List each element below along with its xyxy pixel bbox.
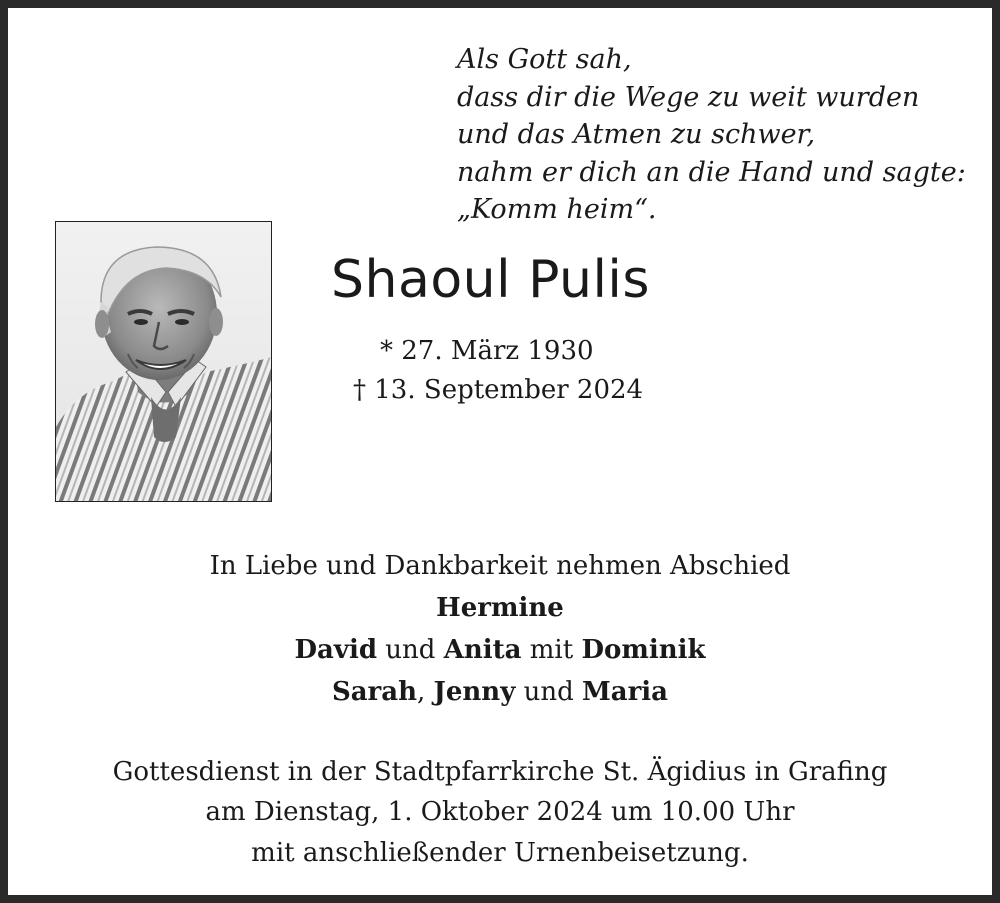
portrait-photo [55,221,272,502]
birth-date: * 27. März 1930 [380,336,594,366]
service-line: Gottesdienst in der Stadtpfarrkirche St. Ägidius in Grafing [112,757,888,787]
poem-line: „Komm heim“. [457,194,657,225]
portrait-photo-illustration [56,222,271,501]
connector-text: mit [521,635,582,665]
mourners-line [8,635,992,665]
mourner-name: Jenny [433,677,516,707]
mourners-line [8,677,992,707]
connector-text: und [515,677,582,707]
mourners-intro: In Liebe und Dankbarkeit nehmen Abschied [209,551,791,581]
mourner-name: Maria [581,677,669,707]
mourner-name: Hermine [436,593,564,623]
mourner-name: Anita [443,635,522,665]
death-date: † 13. September 2024 [353,375,644,405]
mourners-line [8,593,992,623]
connector-text: , [417,677,434,707]
obituary-card [8,8,992,895]
poem-line: und das Atmen zu schwer, [457,119,816,150]
poem-line: Als Gott sah, [457,44,632,75]
deceased-name: Shaoul Pulis [331,250,650,310]
service-line: am Dienstag, 1. Oktober 2024 um 10.00 Uhr [205,797,795,827]
poem [457,41,966,229]
poem-line: dass dir die Wege zu weit wurden [457,81,920,113]
mourner-name: Dominik [581,635,706,665]
poem-line: nahm er dich an die Hand und sagte: [457,156,966,188]
service-line: mit anschließender Urnenbeisetzung. [251,838,749,868]
connector-text: und [377,635,444,665]
mourner-name: Sarah [331,677,418,707]
mourner-name: David [294,635,378,665]
